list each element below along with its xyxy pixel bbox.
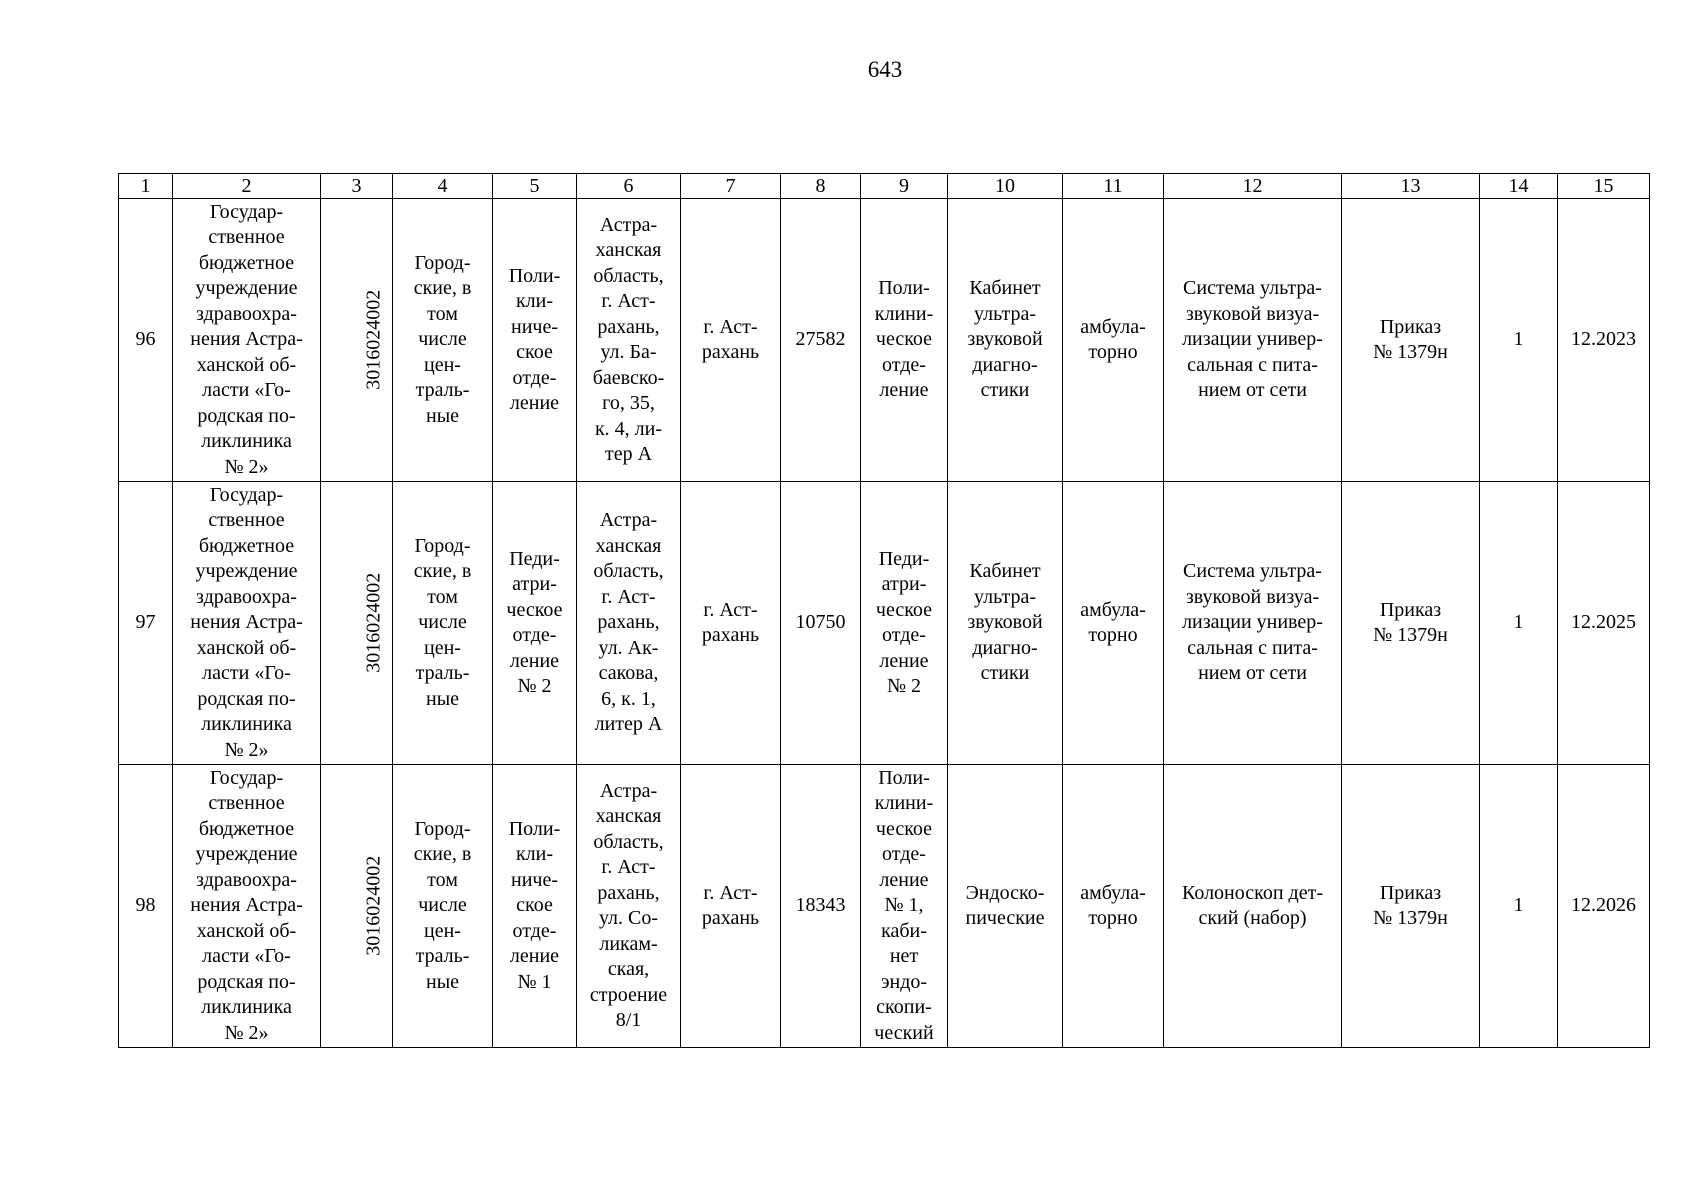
equipment-cell: Система ультра- звуковой визуа- лизации универ- сальная с пита- нием от сети <box>1164 199 1342 482</box>
column-header-11: 11 <box>1063 174 1164 199</box>
inn-text: 3016024002 <box>362 856 385 956</box>
organization-cell: Государ- ственное бюджетное учреждение здравоохра- нения Астра- ханской об- ласти «Го- родская по- ликлиника № 2» <box>173 765 321 1048</box>
column-header-8: 8 <box>781 174 861 199</box>
city-cell: г. Аст- рахань <box>681 199 781 482</box>
date-cell: 12.2026 <box>1558 765 1650 1048</box>
care-mode-cell: амбула- торно <box>1063 199 1164 482</box>
care-mode-cell: амбула- торно <box>1063 765 1164 1048</box>
department-cell: Поли- клини- ческое отде- ление <box>861 199 948 482</box>
organization-cell: Государ- ственное бюджетное учреждение здравоохра- нения Астра- ханской об- ласти «Го- родская по- ликлиника № 2» <box>173 482 321 765</box>
quantity-cell: 1 <box>1480 199 1558 482</box>
code-cell: 27582 <box>781 199 861 482</box>
equipment-cell: Колоноскоп дет- ский (набор) <box>1164 765 1342 1048</box>
row-number-cell: 96 <box>119 199 173 482</box>
inn-text: 3016024002 <box>362 573 385 673</box>
column-header-3: 3 <box>321 174 393 199</box>
table-row <box>119 482 1650 765</box>
column-header-1: 1 <box>119 174 173 199</box>
department-cell: Поли- клини- ческое отде- ление № 1, каби- нет эндо- скопи- ческий <box>861 765 948 1048</box>
department-cell: Педи- атри- ческое отде- ление № 2 <box>861 482 948 765</box>
column-header-6: 6 <box>577 174 681 199</box>
column-header-4: 4 <box>393 174 493 199</box>
subdivision-cell: Педи- атри- ческое отде- ление № 2 <box>493 482 577 765</box>
code-cell: 18343 <box>781 765 861 1048</box>
column-header-2: 2 <box>173 174 321 199</box>
row-number-cell: 97 <box>119 482 173 765</box>
column-header-13: 13 <box>1342 174 1480 199</box>
order-cell: Приказ № 1379н <box>1342 199 1480 482</box>
code-cell: 10750 <box>781 482 861 765</box>
city-cell: г. Аст- рахань <box>681 482 781 765</box>
order-cell: Приказ № 1379н <box>1342 482 1480 765</box>
inn-cell <box>321 482 393 765</box>
organization-type-cell: Город- ские, в том числе цен- траль- ные <box>393 199 493 482</box>
inn-text: 3016024002 <box>362 290 385 390</box>
column-header-15: 15 <box>1558 174 1650 199</box>
cabinet-cell: Эндоско- пические <box>948 765 1063 1048</box>
address-cell: Астра- ханская область, г. Аст- рахань, ул. Ак- сакова, 6, к. 1, литер А <box>577 482 681 765</box>
column-header-7: 7 <box>681 174 781 199</box>
table-header-row <box>119 174 1650 199</box>
table-row <box>119 199 1650 482</box>
cabinet-cell: Кабинет ультра- звуковой диагно- стики <box>948 199 1063 482</box>
table-row <box>119 765 1650 1048</box>
address-cell: Астра- ханская область, г. Аст- рахань, ул. Ба- баевско- го, 35, к. 4, ли- тер А <box>577 199 681 482</box>
row-number-cell: 98 <box>119 765 173 1048</box>
date-cell: 12.2023 <box>1558 199 1650 482</box>
inn-cell <box>321 765 393 1048</box>
order-cell: Приказ № 1379н <box>1342 765 1480 1048</box>
cabinet-cell: Кабинет ультра- звуковой диагно- стики <box>948 482 1063 765</box>
quantity-cell: 1 <box>1480 765 1558 1048</box>
city-cell: г. Аст- рахань <box>681 765 781 1048</box>
organization-cell: Государ- ственное бюджетное учреждение здравоохра- нения Астра- ханской об- ласти «Го- родская по- ликлиника № 2» <box>173 199 321 482</box>
equipment-cell: Система ультра- звуковой визуа- лизации универ- сальная с пита- нием от сети <box>1164 482 1342 765</box>
column-header-14: 14 <box>1480 174 1558 199</box>
column-header-12: 12 <box>1164 174 1342 199</box>
address-cell: Астра- ханская область, г. Аст- рахань, ул. Со- ликам- ская, строение 8/1 <box>577 765 681 1048</box>
column-header-10: 10 <box>948 174 1063 199</box>
date-cell: 12.2025 <box>1558 482 1650 765</box>
inn-cell <box>321 199 393 482</box>
subdivision-cell: Поли- кли- ниче- ское отде- ление № 1 <box>493 765 577 1048</box>
organization-type-cell: Город- ские, в том числе цен- траль- ные <box>393 482 493 765</box>
organization-type-cell: Город- ские, в том числе цен- траль- ные <box>393 765 493 1048</box>
column-header-9: 9 <box>861 174 948 199</box>
page-number: 643 <box>867 57 903 82</box>
quantity-cell: 1 <box>1480 482 1558 765</box>
subdivision-cell: Поли- кли- ниче- ское отде- ление <box>493 199 577 482</box>
equipment-registry-table <box>118 173 1650 1048</box>
care-mode-cell: амбула- торно <box>1063 482 1164 765</box>
column-header-5: 5 <box>493 174 577 199</box>
